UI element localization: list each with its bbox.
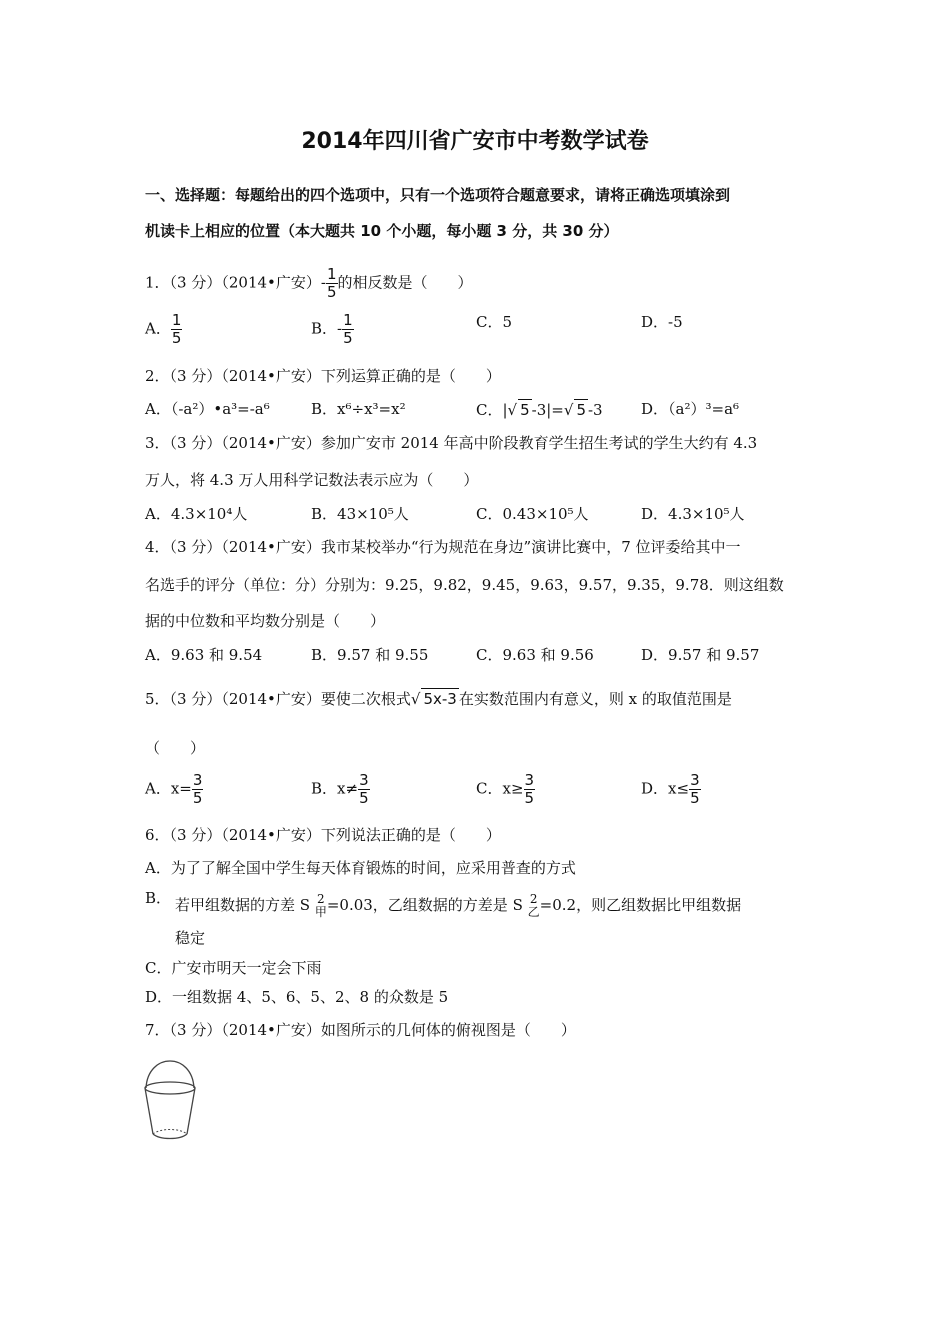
q1-frac-num: 1 <box>326 265 337 283</box>
q5-option-c[interactable] <box>476 772 535 807</box>
q6-b-sup1: 2 <box>317 892 325 906</box>
q6-option-b-line2: 稳定 <box>175 929 206 947</box>
sqrt-icon: √ <box>563 401 574 419</box>
q5-c-rel: x≥ <box>502 779 524 798</box>
section-heading-line1: 一、选择题：每题给出的四个选项中，只有一个选项符合题意要求，请将正确选项填涂到 <box>145 186 731 204</box>
bucket-bottom-back <box>153 1130 187 1135</box>
q1-b-sign: - <box>337 319 343 338</box>
question-2-stem: 2．（3 分）（2014•广安）下列运算正确的是（ ） <box>145 367 501 385</box>
q6-option-c[interactable]: C．广安市明天一定会下雨 <box>145 959 322 977</box>
q3-option-c[interactable]: C．0.43×10⁵人 <box>476 505 589 523</box>
q2-option-d[interactable]: D．（a²）³=a⁶ <box>641 400 740 418</box>
q5-radicand: 5x-3 <box>423 690 457 708</box>
q5-c-num: 3 <box>524 771 535 789</box>
q6-b-text2: =0.03，乙组数据的方差是 S <box>326 896 523 914</box>
q1-option-c[interactable]: C．5 <box>476 313 513 331</box>
sqrt-icon: √ <box>507 401 518 419</box>
q5-option-b[interactable] <box>311 772 370 807</box>
q4-option-b[interactable]: B．9.57 和 9.55 <box>311 646 429 664</box>
question-3-line2: 万人，将 4.3 万人用科学记数法表示应为（ ） <box>145 471 479 489</box>
q1-a-num: 1 <box>171 311 182 329</box>
q3-option-d[interactable]: D．4.3×10⁵人 <box>641 505 745 523</box>
q5-a-label: A． <box>145 779 171 798</box>
q2-option-b[interactable]: B．x⁶÷x³=x² <box>311 400 406 418</box>
q6-option-a[interactable]: A．为了了解全国中学生每天体育锻炼的时间，应采用普查的方式 <box>145 859 576 877</box>
q6-option-b-label[interactable]: B． <box>145 889 172 907</box>
q5-d-num: 3 <box>690 771 700 789</box>
q5-c-den: 5 <box>524 789 535 807</box>
section-heading-line2: 机读卡上相应的位置（本大题共 10 个小题，每小题 3 分，共 30 分） <box>145 222 619 240</box>
q6-b-sub2: 乙 <box>527 905 540 919</box>
q5-suffix: 在实数范围内有意义，则 x 的取值范围是 <box>458 690 732 708</box>
bucket-figure <box>140 1056 200 1142</box>
q2-option-c[interactable] <box>476 399 603 420</box>
q5-a-rel: x= <box>170 779 192 798</box>
q2-option-a[interactable]: A．（-a²）•a³=-a⁶ <box>145 400 270 418</box>
q5-d-den: 5 <box>690 789 700 807</box>
q1-frac-den: 5 <box>326 283 337 301</box>
q1-b-den: 5 <box>343 329 353 347</box>
q5-c-label: C． <box>476 779 503 798</box>
q5-d-rel: x≤ <box>668 779 690 798</box>
q6-option-b[interactable] <box>175 893 741 919</box>
bucket-rim <box>145 1082 195 1094</box>
q1-suffix: 的相反数是（ ） <box>337 273 473 292</box>
q5-option-a[interactable] <box>145 772 203 807</box>
q5-a-num: 3 <box>192 771 203 789</box>
question-4-line3: 据的中位数和平均数分别是（ ） <box>145 612 386 630</box>
q5-a-den: 5 <box>192 789 203 807</box>
q2-c-radicand2: 5 <box>576 401 586 419</box>
question-5-line2: （ ） <box>145 739 206 757</box>
sqrt-icon: √ <box>410 690 421 708</box>
q5-option-d[interactable] <box>641 772 701 807</box>
q2-c-label: C．| <box>476 401 508 419</box>
q5-b-label: B． <box>311 779 338 798</box>
q1-fraction <box>326 266 338 301</box>
question-1-stem <box>145 266 473 301</box>
q1-option-d[interactable]: D．-5 <box>641 313 683 331</box>
q2-c-radicand1: 5 <box>520 401 530 419</box>
q1-b-num: 1 <box>343 311 353 329</box>
q1-option-a[interactable] <box>145 312 182 347</box>
page-title: 2014年四川省广安市中考数学试卷 <box>301 129 649 154</box>
q5-d-label: D． <box>641 779 669 798</box>
q5-b-rel: x≠ <box>337 779 359 798</box>
q2-c-mid: -3|= <box>531 401 564 419</box>
q6-b-sub1: 甲 <box>314 905 327 919</box>
question-3-line1: 3．（3 分）（2014•广安）参加广安市 2014 年高中阶段教育学生招生考试的学生大约有 4.3 <box>145 434 758 452</box>
q1-prefix: 1．（3 分）（2014•广安）- <box>145 273 326 292</box>
q6-b-text3: =0.2，则乙组数据比甲组数据 <box>539 896 742 914</box>
q5-prefix: 5．（3 分）（2014•广安）要使二次根式 <box>145 690 411 708</box>
q4-option-a[interactable]: A．9.63 和 9.54 <box>145 646 263 664</box>
question-7-stem: 7．（3 分）（2014•广安）如图所示的几何体的俯视图是（ ） <box>145 1021 576 1039</box>
q5-b-num: 3 <box>359 771 369 789</box>
q1-a-den: 5 <box>171 329 182 347</box>
q3-option-b[interactable]: B．43×10⁵人 <box>311 505 409 523</box>
q3-option-a[interactable]: A．4.3×10⁴人 <box>145 505 248 523</box>
question-4-line1: 4．（3 分）（2014•广安）我市某校举办“行为规范在身边”演讲比赛中，7 位评委给其中一 <box>145 538 741 556</box>
q2-c-end: -3 <box>587 401 603 419</box>
q6-b-sup2: 2 <box>529 892 538 906</box>
question-6-stem: 6．（3 分）（2014•广安）下列说法正确的是（ ） <box>145 826 501 844</box>
q1-b-label: B． <box>311 319 338 338</box>
q5-b-den: 5 <box>359 789 369 807</box>
q1-option-b[interactable] <box>311 312 354 347</box>
q1-a-label: A． <box>145 319 171 338</box>
question-4-line2: 名选手的评分（单位：分）分别为：9.25，9.82，9.45，9.63，9.57，9.35，9.78．则这组数 <box>145 576 784 594</box>
q4-option-d[interactable]: D．9.57 和 9.57 <box>641 646 760 664</box>
q6-option-d[interactable]: D．一组数据 4、5、6、5、2、8 的众数是 5 <box>145 988 449 1006</box>
q6-b-text1: 若甲组数据的方差 S <box>175 896 311 914</box>
bucket-left-side <box>145 1088 153 1134</box>
q4-option-c[interactable]: C．9.63 和 9.56 <box>476 646 594 664</box>
question-5-stem <box>145 688 732 709</box>
bucket-bottom-front <box>153 1134 187 1139</box>
bucket-right-side <box>187 1088 195 1134</box>
